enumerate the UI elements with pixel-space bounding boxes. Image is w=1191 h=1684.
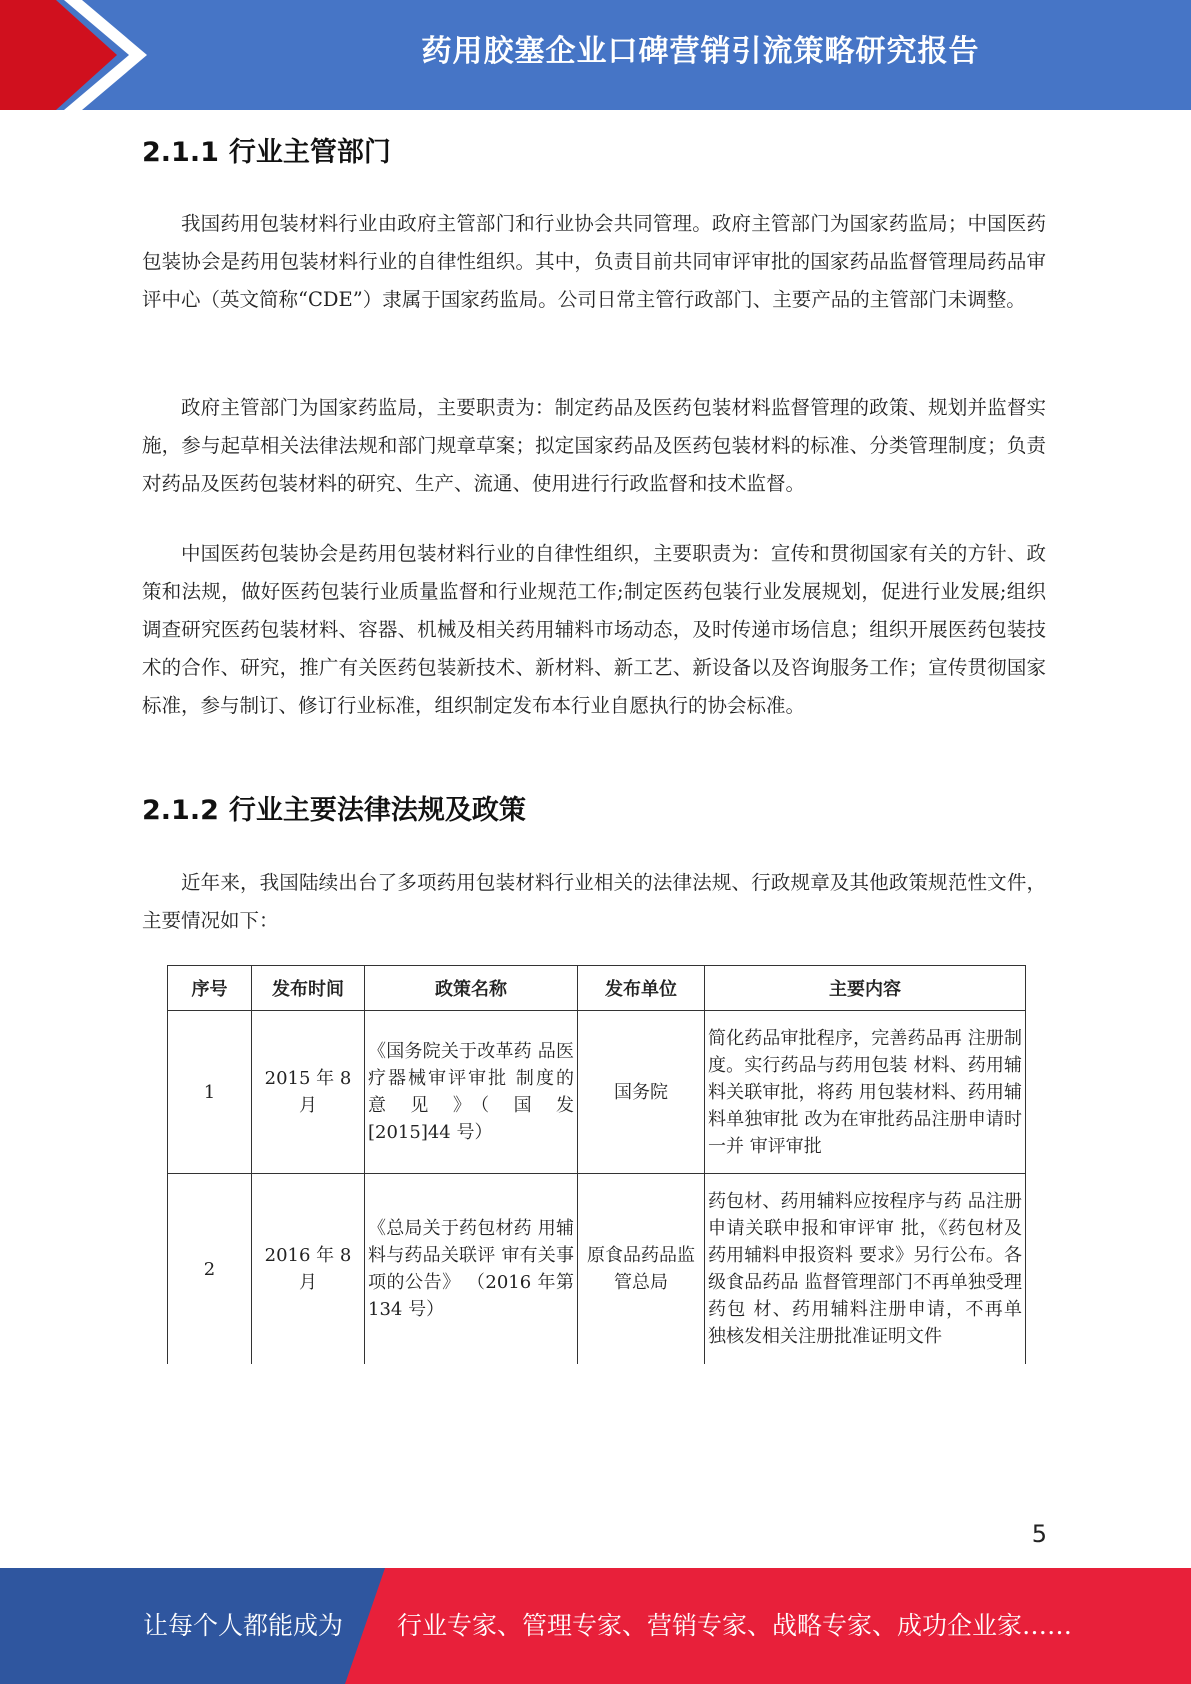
header-no: 序号 [168, 966, 252, 1011]
table-page-break [160, 1364, 1040, 1368]
cell-policy: 《国务院关于改革药 品医疗器械审评审批 制度的 意 见 》（ 国 发 [2015]44 号） [365, 1011, 578, 1174]
footer-slogan-right: 行业专家、管理专家、营销专家、战略专家、成功企业家…… [397, 1611, 1073, 1640]
section-heading-2-1-2 [142, 788, 526, 827]
footer-slogan-left: 让每个人都能成为 [143, 1611, 344, 1640]
section-heading-2-1-1 [142, 130, 391, 169]
section-title: 行业主要法律法规及政策 [228, 795, 526, 826]
section-number: 2.1.2 [142, 795, 219, 826]
header-issuer: 发布单位 [578, 966, 705, 1011]
cell-issuer: 原食品药品监管总局 [578, 1174, 705, 1365]
table-header-row [168, 966, 1026, 1011]
policy-table [167, 965, 1026, 1365]
header-content: 主要内容 [705, 966, 1026, 1011]
cell-issuer: 国务院 [578, 1011, 705, 1174]
section-number: 2.1.1 [142, 137, 219, 168]
cell-no: 2 [168, 1174, 252, 1365]
footer-band [0, 1568, 1191, 1684]
cell-content: 简化药品审批程序，完善药品再 注册制度。实行药品与药用包装 材料、药用辅料关联审批，将药 用包装材料、药用辅料单独审批 改为在审批药品注册申请时一并 审评审批 [705, 1011, 1026, 1174]
header-policy: 政策名称 [365, 966, 578, 1011]
cell-no: 1 [168, 1011, 252, 1174]
cell-content: 药包材、药用辅料应按程序与药 品注册申请关联申报和审评审 批，《药包材及药用辅料申报资料 要求》另行公布。各级食品药品 监督管理部门不再单独受理药包 材、药用辅料注册申请，不再单 独核发相关注册批准证明文件 [705, 1174, 1026, 1365]
header-band [0, 0, 1191, 110]
cell-date: 2015 年 8 月 [252, 1011, 365, 1174]
header-chevron-graphic [0, 0, 160, 110]
table-row [168, 1174, 1026, 1365]
report-title: 药用胶塞企业口碑营销引流策略研究报告 [421, 34, 980, 69]
section-title: 行业主管部门 [228, 137, 391, 168]
paragraph-regulators: 我国药用包装材料行业由政府主管部门和行业协会共同管理。政府主管部门为国家药监局；中国医药包装协会是药用包装材料行业的自律性组织。其中，负责目前共同审评审批的国家药品监督管理局药品审评中心（英文简称“CDE”）隶属于国家药监局。公司日常主管行政部门、主要产品的主管部门未调整。 [142, 212, 1046, 311]
paragraph-intro: 近年来，我国陆续出台了多项药用包装材料行业相关的法律法规、行政规章及其他政策规范性文件，主要情况如下： [142, 871, 1046, 932]
table-row [168, 1011, 1026, 1174]
cell-policy: 《总局关于药包材药 用辅料与药品关联评 审有关事项的公告》 （2016 年第 134 号） [365, 1174, 578, 1365]
paragraph-association-duties: 中国医药包装协会是药用包装材料行业的自律性组织，主要职责为：宣传和贯彻国家有关的方针、政策和法规，做好医药包装行业质量监督和行业规范工作;制定医药包装行业发展规划，促进行业发展;组织调查研究医药包装材料、容器、机械及相关药用辅料市场动态，及时传递市场信息；组织开展医药包装技术的合作、研究，推广有关医药包装新技术、新材料、新工艺、新设备以及咨询服务工作；宣传贯彻国家标准，参与制订、修订行业标准，组织制定发布本行业自愿执行的协会标准。 [142, 542, 1046, 717]
page-number: 5 [1031, 1520, 1047, 1548]
paragraph-government-duties: 政府主管部门为国家药监局，主要职责为：制定药品及医药包装材料监督管理的政策、规划并监督实施，参与起草相关法律法规和部门规章草案；拟定国家药品及医药包装材料的标准、分类管理制度；负责对药品及医药包装材料的研究、生产、流通、使用进行行政监督和技术监督。 [142, 396, 1046, 495]
header-date: 发布时间 [252, 966, 365, 1011]
cell-date: 2016 年 8 月 [252, 1174, 365, 1365]
